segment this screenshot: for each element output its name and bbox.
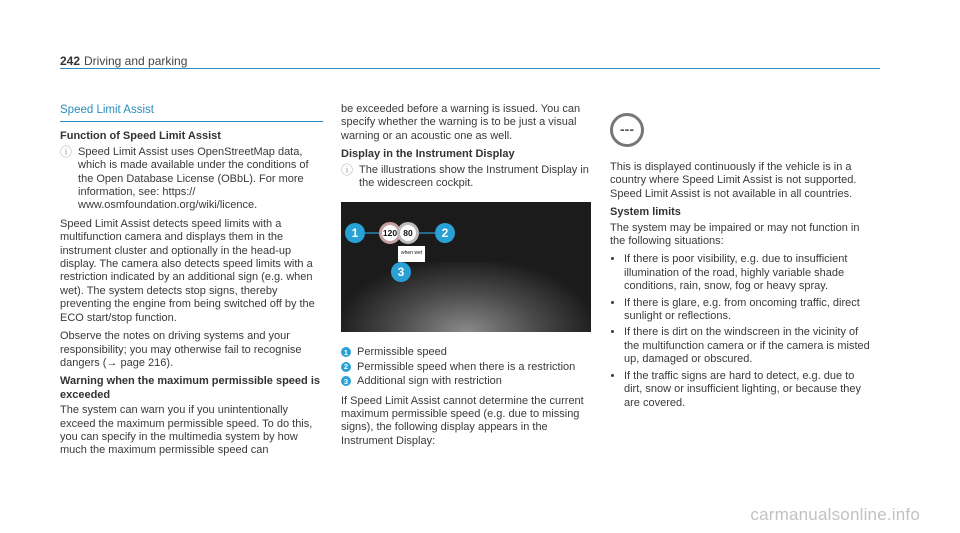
list-item: • If the traffic signs are hard to detect, e.g. due to dirt, snow or insufficient lighting, or because they are covered. (624, 370, 870, 410)
page-number: 242 (60, 54, 81, 68)
no-speed-limit-icon: --- (610, 113, 644, 147)
speed-sign-120: 120 (379, 222, 401, 244)
paragraph: be exceeded before a warning is issued. You can specify whether the warning is to be just a visual warning or an acoustic one as well. (341, 103, 581, 142)
callout-2: 2 (435, 223, 455, 243)
paragraph: Observe the notes on driving systems and your responsibility; you may otherwise fail to recognise dangers (→ page 216). (60, 330, 302, 369)
info-icon: ⓘ (60, 144, 73, 159)
section-title: Speed Limit Assist (60, 104, 154, 116)
legend-number: 3 (341, 376, 351, 386)
legend-text: Permissible speed (357, 346, 447, 359)
info-note-text: Speed Limit Assist uses OpenStreetMap data, which is made available under the conditions of the Open Database License (OBbL). For more information, see: https:// www.osmfoundation.org/wiki/licence. (78, 145, 309, 212)
speed-sign-80: 80 (397, 222, 419, 244)
limits-list (610, 253, 870, 409)
callout-3: 3 (391, 262, 411, 282)
list-item: • If there is dirt on the windscreen in the vicinity of the multifunction camera or if the camera is misted up, damaged or obscured. (624, 326, 870, 366)
list-item: • If there is poor visibility, e.g. due to insufficient illumination of the road, highly variable shade conditions, rain, snow, fog or heavy spray. (624, 253, 870, 293)
paragraph: This is displayed continuously if the vehicle is in a country where Speed Limit Assist is not supported. Speed Limit Assist is not available in all countries. (610, 161, 857, 200)
callout-lines (341, 202, 591, 332)
info-note-text: The illustrations show the Instrument Display in the widescreen cockpit. (359, 163, 589, 190)
watermark: carmanualsonline.info (750, 505, 920, 524)
heading-warning: Warning when the maximum permissible speed is exceeded (60, 375, 320, 401)
paragraph: The system can warn you if you unintentionally exceed the maximum permissible speed. To do this, you can specify in the multimedia system by how much the maximum permissible speed can (60, 404, 313, 457)
legend-item (341, 346, 591, 359)
heading-display: Display in the Instrument Display (341, 148, 515, 161)
column-right (610, 103, 870, 413)
instrument-display-illustration (341, 202, 591, 332)
list-item: • If there is glare, e.g. from oncoming traffic, direct sunlight or reflections. (624, 297, 870, 324)
heading-system-limits: System limits (610, 206, 681, 219)
legend-number: 1 (341, 347, 351, 357)
legend-item (341, 375, 591, 388)
paragraph: If Speed Limit Assist cannot determine the current maximum permissible speed (e.g. due to missing signs), the following display appears in the Instrument Display: (341, 394, 584, 447)
heading-function: Function of Speed Limit Assist (60, 130, 221, 143)
header-divider (60, 68, 880, 69)
legend-text: Additional sign with restriction (357, 375, 502, 388)
info-icon: ⓘ (341, 162, 354, 177)
legend-text: Permissible speed when there is a restriction (357, 360, 576, 373)
paragraph: Speed Limit Assist detects speed limits with a multifunction camera and displays them in the instrument cluster and optionally in the head-up display. The camera also detects speed limits with a restriction indicated by an additional sign (e.g. when wet). The system detects stop signs, thereby preventing the engine from being switched off by the ECO start/stop function. (60, 217, 315, 324)
legend-number: 2 (341, 362, 351, 372)
section-divider (60, 121, 323, 122)
column-middle (341, 103, 591, 453)
info-note (60, 146, 323, 213)
legend-item (341, 361, 591, 374)
paragraph: The system may be impaired or may not function in the following situations: (610, 221, 860, 248)
callout-1: 1 (345, 223, 365, 243)
column-left (60, 104, 323, 463)
info-note (341, 164, 591, 191)
when-wet-sign: when wet (398, 246, 425, 261)
page-section-title: Driving and parking (84, 54, 188, 68)
